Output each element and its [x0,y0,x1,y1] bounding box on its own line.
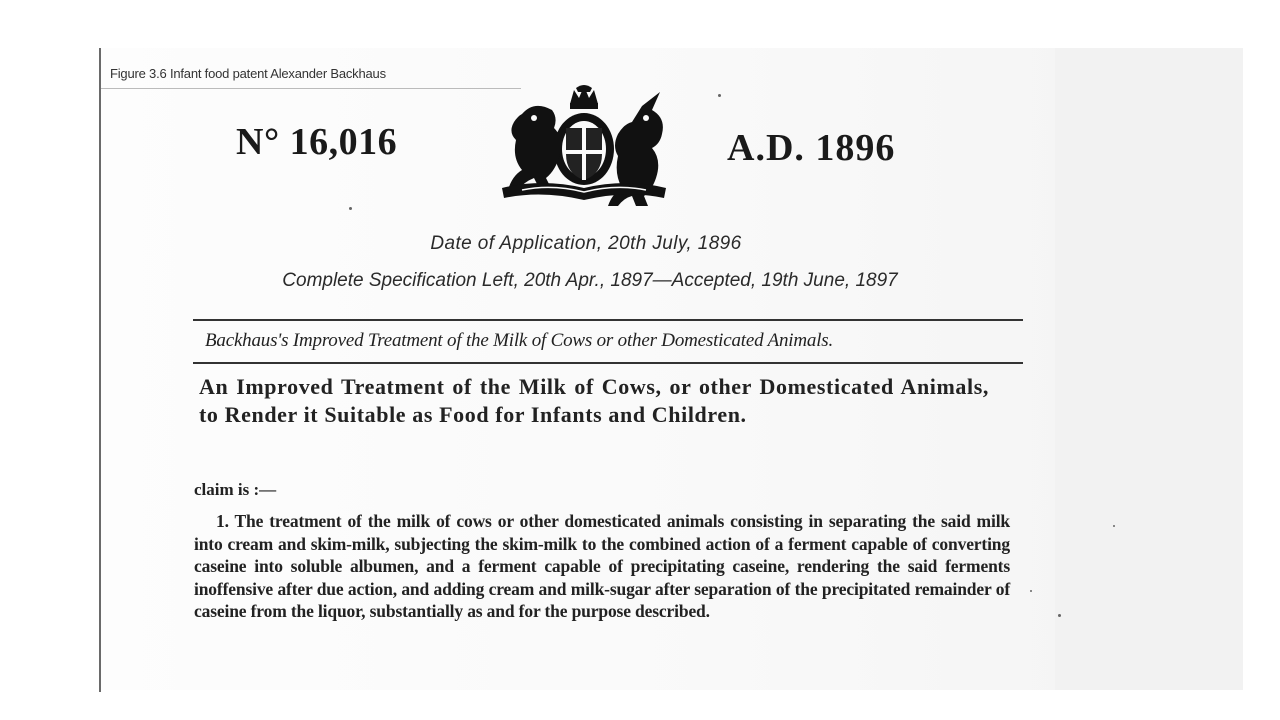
specification-dates: Complete Specification Left, 20th Apr., 1897—Accepted, 19th June, 1897 [282,270,898,291]
scan-margin [1055,48,1243,690]
scan-left-edge [99,48,101,692]
royal-coat-of-arms-icon [482,84,686,206]
scan-speck [1113,525,1115,527]
patent-year: A.D. 1896 [727,127,896,169]
patent-number: N° 16,016 [236,121,398,163]
date-of-application: Date of Application, 20th July, 1896 [430,233,742,254]
claim-1: 1. The treatment of the milk of cows or other domesticated animals consisting in separating the said milk into cream and skim-milk, subjecting the skim-milk to the combined action of a ferment capable of converting caseine into soluble albumen, and a ferment capable of precipitating caseine, rendering the said ferments inoffensive after due action, and adding cream and milk-sugar after separation of the precipitated remainder of caseine from the liquor, substantially as and for the purpose described. [194,511,1010,622]
scan-speck [718,94,721,97]
scan-speck [1030,590,1032,592]
caption-divider [101,88,521,89]
patent-title: An Improved Treatment of the Milk of Cows, or other Domesticated Animals, to Render it Suitable as Food for Infants and Children. [199,374,989,427]
scan-speck [1058,614,1061,617]
claim-intro: claim is :— [194,480,277,499]
figure-caption: Figure 3.6 Infant food patent Alexander Backhaus [110,66,386,81]
short-title: Backhaus's Improved Treatment of the Milk of Cows or other Domesticated Animals. [205,330,834,351]
scan-speck [349,207,352,210]
title-bottom-rule [193,362,1023,364]
title-top-rule [193,319,1023,321]
